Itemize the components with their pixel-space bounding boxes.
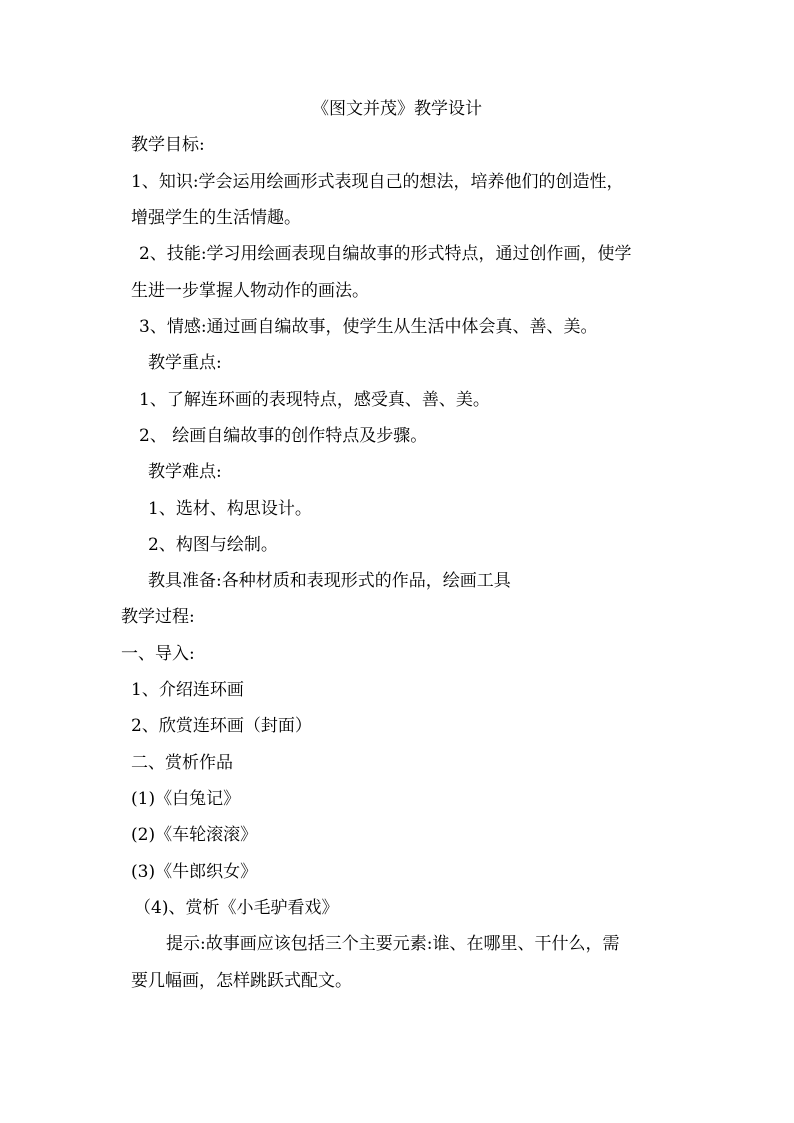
key-points-heading: 教学重点: xyxy=(148,353,222,373)
objective-skill-line1: 2、技能:学习用绘画表现自编故事的形式特点，通过创作画，使学 xyxy=(139,244,632,264)
materials-line: 教具准备:各种材质和表现形式的作品，绘画工具 xyxy=(148,571,511,591)
difficulty-item1: 1、选材、构思设计。 xyxy=(148,499,312,519)
objective-knowledge-line2: 增强学生的生活情趣。 xyxy=(131,208,301,228)
work-item1: (1)《白兔记》 xyxy=(131,789,241,809)
appreciate-heading: 二、赏析作品 xyxy=(131,753,233,773)
intro-item2: 2、欣赏连环画（封面） xyxy=(131,716,312,736)
objective-skill-line2: 生进一步掌握人物动作的画法。 xyxy=(131,281,369,301)
objectives-heading: 教学目标: xyxy=(131,135,205,155)
work-item3: (3)《牛郎织女》 xyxy=(131,862,258,882)
tip-line2: 要几幅画，怎样跳跃式配文。 xyxy=(131,971,352,991)
document-title: 《图文并茂》教学设计 xyxy=(312,99,482,119)
intro-item1: 1、介绍连环画 xyxy=(131,680,244,700)
process-heading: 教学过程: xyxy=(121,607,195,627)
objective-knowledge-line1: 1、知识:学会运用绘画形式表现自己的想法，培养他们的创造性， xyxy=(131,172,624,192)
intro-heading: 一、导入: xyxy=(121,644,195,664)
objective-emotion: 3、情感:通过画自编故事，使学生从生活中体会真、善、美。 xyxy=(139,317,598,337)
tip-line1: 提示:故事画应该包括三个主要元素:谁、在哪里、干什么，需 xyxy=(166,934,620,954)
key-point-item2: 2、 绘画自编故事的创作特点及步骤。 xyxy=(139,426,428,446)
difficulties-heading: 教学难点: xyxy=(148,462,222,482)
work-item2: (2)《车轮滚滚》 xyxy=(131,825,258,845)
difficulty-item2: 2、构图与绘制。 xyxy=(148,535,278,555)
work-item4: （4)、赏析《小毛驴看戏》 xyxy=(134,898,339,918)
key-point-item1: 1、了解连环画的表现特点，感受真、善、美。 xyxy=(139,390,490,410)
